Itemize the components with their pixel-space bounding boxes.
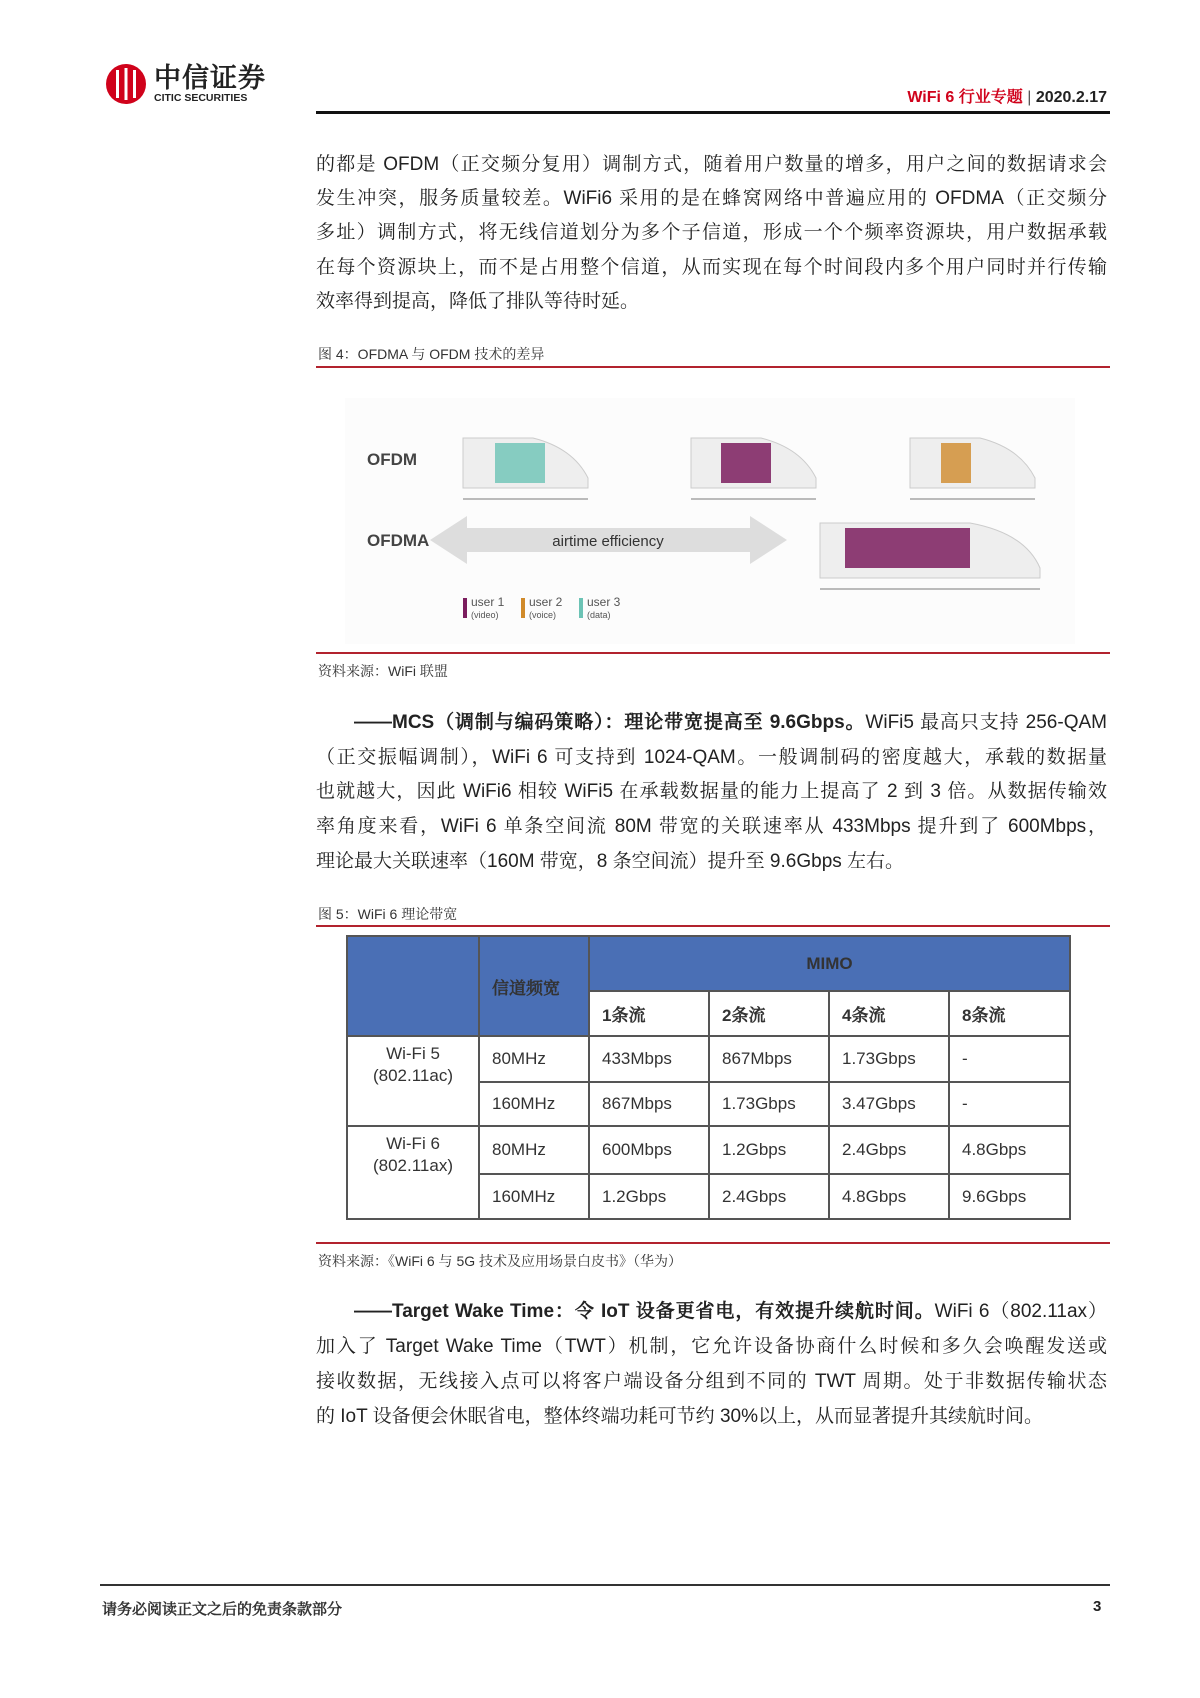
header-title [907, 84, 1107, 107]
cell: 9.6Gbps [949, 1174, 1070, 1219]
table-row [347, 1036, 1070, 1082]
footer-disclaimer: 请务必阅读正文之后的免责条款部分 [102, 1601, 343, 1618]
legend-user1: user 1 [471, 595, 505, 609]
header-bandwidth: 信道频宽 [479, 936, 589, 1036]
user3-icon [579, 598, 583, 618]
standard-cell [347, 1126, 479, 1219]
standard-cell [347, 1036, 479, 1126]
citic-logo [104, 62, 266, 106]
para1-line: 效率得到提高，降低了排队等待时延。 [316, 291, 640, 312]
header-stream: 1条流 [589, 991, 709, 1036]
cell: 2.4Gbps [709, 1174, 829, 1219]
para2-line: 率角度来看，WiFi 6 单条空间流 80M 带宽的关联速率从 433Mbps 提升到了 600Mbps， [316, 816, 1107, 837]
para2-text: WiFi5 最高只支持 256-QAM [865, 712, 1107, 733]
footer-rule [100, 1584, 1110, 1586]
header-blank [347, 936, 479, 1036]
cell: 600Mbps [589, 1126, 709, 1174]
para2-line: 理论最大关联速率（160M 带宽，8 条空间流）提升至 9.6Gbps 左右。 [316, 851, 905, 872]
logo-english: CITIC SECURITIES [154, 92, 248, 104]
logo-chinese: 中信证券 [154, 63, 266, 93]
legend-user1-sub: (video) [471, 610, 499, 620]
header-stream: 8条流 [949, 991, 1070, 1036]
cell: 4.8Gbps [829, 1174, 949, 1219]
users-group [721, 443, 771, 483]
report-topic: WiFi 6 行业专题 [907, 89, 1023, 106]
legend-user3: user 3 [587, 595, 621, 609]
para3-line [316, 1300, 1107, 1324]
para1-line: 在每个资源块上，而不是占用整个信道，从而实现在每个时间段内多个用户同时并行传输 [316, 257, 1107, 278]
para1-line: 的都是 OFDM（正交频分复用）调制方式，随着用户数量的增多，用户之间的数据请求会 [316, 154, 1107, 175]
para3-line: 的 IoT 设备便会休眠省电，整体终端功耗可节约 30%以上，从而显著提升其续航时间。 [316, 1406, 1043, 1427]
header-stream: 2条流 [709, 991, 829, 1036]
caption-rule [316, 366, 1110, 368]
cell: 1.73Gbps [829, 1036, 949, 1082]
separator: | [1027, 89, 1032, 106]
standard-name: Wi-Fi 6 [386, 1134, 440, 1153]
header-mimo: MIMO [589, 936, 1070, 991]
figure5-caption: 图 5：WiFi 6 理论带宽 [318, 906, 458, 922]
row-label-ofdm: OFDM [367, 450, 418, 469]
legend-user3-sub: (data) [587, 610, 611, 620]
bandwidth-table [346, 935, 1071, 1220]
cell: 1.73Gbps [709, 1082, 829, 1126]
citic-emblem-icon [104, 62, 148, 106]
para2-line: 也就越大，因此 WiFi6 相较 WiFi5 在承载数据量的能力上提高了 2 到 3 倍。从数据传输效 [316, 781, 1107, 802]
report-date: 2020.2.17 [1035, 89, 1107, 106]
cell: 160MHz [479, 1082, 589, 1126]
legend-user2: user 2 [529, 595, 563, 609]
figure4-source: 资料来源：WiFi 联盟 [318, 663, 448, 679]
user2-icon [521, 598, 525, 618]
figure-rule [316, 1242, 1110, 1244]
standard-name: Wi-Fi 5 [386, 1044, 440, 1063]
figure4-caption: 图 4：OFDMA 与 OFDM 技术的差异 [318, 346, 545, 362]
para2-line [316, 711, 1107, 735]
figure-rule [316, 652, 1110, 654]
user1-icon [463, 598, 467, 618]
para2-lead: ——MCS（调制与编码策略）：理论带宽提高至 9.6Gbps。 [354, 712, 866, 733]
para3-line: 接收数据，无线接入点可以将客户端设备分组到不同的 TWT 周期。处于非数据传输状态 [316, 1371, 1107, 1392]
users-group [845, 528, 970, 568]
cell: 80MHz [479, 1036, 589, 1082]
para1-line: 发生冲突，服务质量较差。WiFi6 采用的是在蜂窝网络中普遍应用的 OFDMA（正交频分 [316, 188, 1107, 209]
cell: 2.4Gbps [829, 1126, 949, 1174]
cell: 160MHz [479, 1174, 589, 1219]
cell: 3.47Gbps [829, 1082, 949, 1126]
cell: 1.2Gbps [589, 1174, 709, 1219]
para2-line: （正交振幅调制），WiFi 6 可支持到 1024-QAM。一般调制码的密度越大，承载的数据量 [316, 747, 1107, 768]
para3-lead: ——Target Wake Time：令 IoT 设备更省电，有效提升续航时间。 [354, 1301, 935, 1322]
header-rule [316, 111, 1110, 114]
arrow-label: airtime efficiency [552, 533, 664, 550]
para3-line: 加入了 Target Wake Time（TWT）机制，它允许设备协商什么时候和多久会唤醒发送或 [316, 1336, 1107, 1357]
cell: 433Mbps [589, 1036, 709, 1082]
cell: 867Mbps [709, 1036, 829, 1082]
caption-rule [316, 925, 1110, 927]
cell: 1.2Gbps [709, 1126, 829, 1174]
ofdma-vs-ofdm-figure [345, 398, 1075, 644]
figure5-source: 资料来源：《WiFi 6 与 5G 技术及应用场景白皮书》（华为） [318, 1253, 683, 1269]
row-label-ofdma: OFDMA [367, 531, 430, 550]
cell: 4.8Gbps [949, 1126, 1070, 1174]
header-stream: 4条流 [829, 991, 949, 1036]
para3-text: WiFi 6（802.11ax） [934, 1301, 1107, 1322]
standard-code: (802.11ax) [372, 1156, 453, 1175]
cell: - [949, 1082, 1070, 1126]
cell: 80MHz [479, 1126, 589, 1174]
page-number: 3 [1093, 1598, 1102, 1615]
para1-line: 多址）调制方式，将无线信道划分为多个子信道，形成一个个频率资源块，用户数据承载 [316, 222, 1107, 243]
cell: - [949, 1036, 1070, 1082]
users-group [495, 443, 545, 483]
table-row [347, 1126, 1070, 1174]
legend-user2-sub: (voice) [529, 610, 557, 620]
standard-code: (802.11ac) [372, 1066, 453, 1085]
users-group [941, 443, 971, 483]
cell: 867Mbps [589, 1082, 709, 1126]
